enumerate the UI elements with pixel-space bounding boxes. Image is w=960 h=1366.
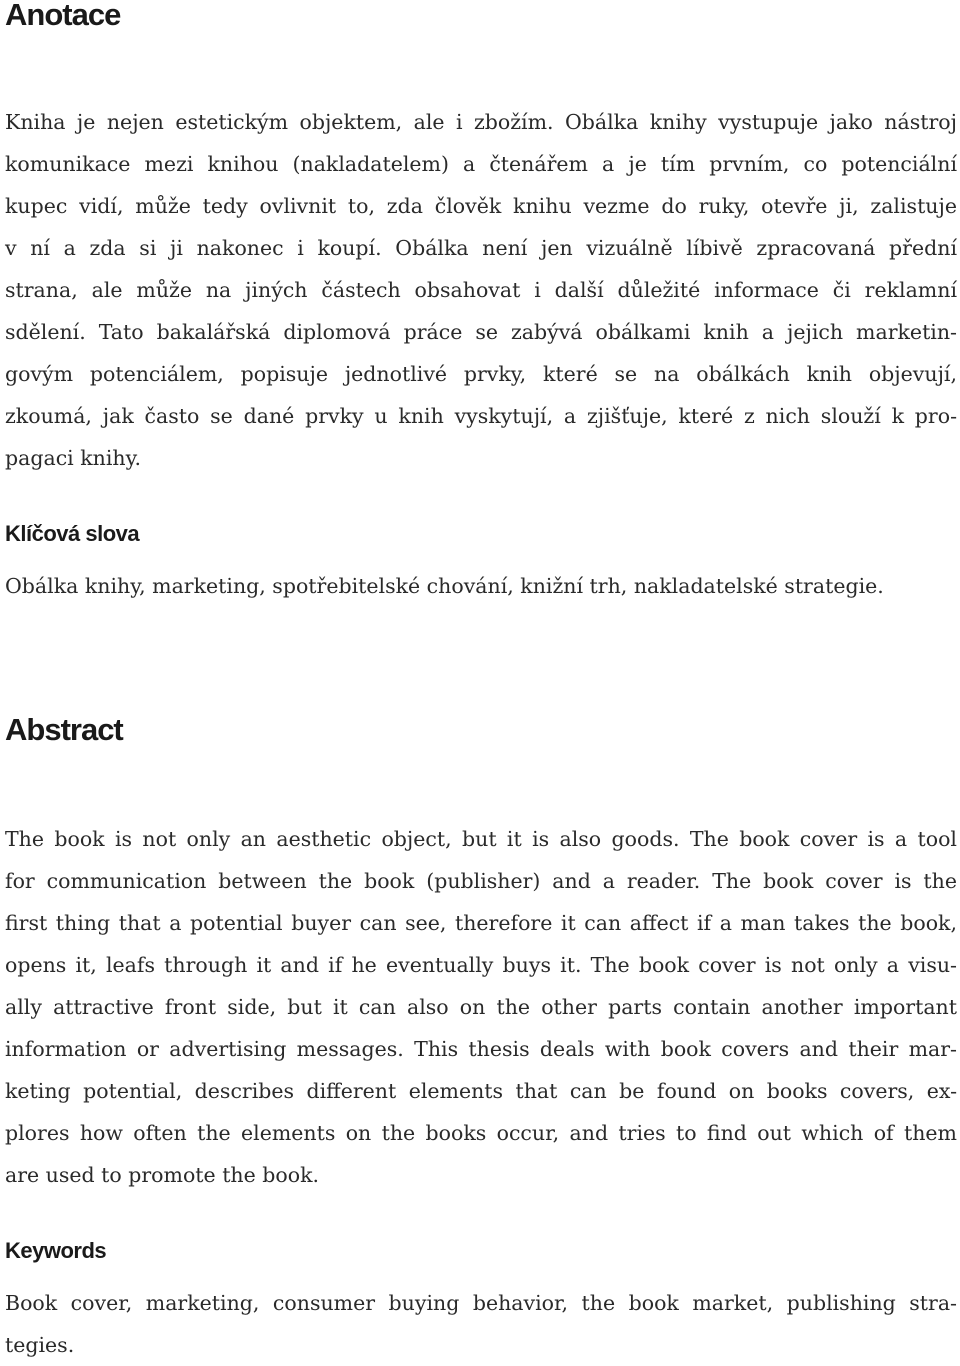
text-line: komunikace mezi knihou (nakladatelem) a čtenářem a je tím prvním, co potenciální bbox=[5, 152, 957, 176]
text-line: for communication between the book (publisher) and a reader. The book cover is the bbox=[5, 869, 957, 893]
keywords-paragraph bbox=[5, 1282, 957, 1366]
text-line: sdělení. Tato bakalářská diplomová práce se zabývá obálkami knih a jejich marketin- bbox=[5, 320, 957, 344]
text-line: pagaci knihy. bbox=[5, 446, 142, 470]
anotace-heading: Anotace bbox=[5, 0, 121, 32]
text-line: keting potential, describes different elements that can be found on books covers, ex- bbox=[5, 1079, 957, 1103]
text-line: first thing that a potential buyer can see, therefore it can affect if a man takes the book, bbox=[5, 911, 957, 935]
text-line: strana, ale může na jiných částech obsahovat i další důležité informace či reklamní bbox=[5, 278, 957, 302]
text-line: information or advertising messages. This thesis deals with book covers and their mar- bbox=[5, 1037, 957, 1061]
abstract-paragraph bbox=[5, 818, 957, 1196]
text-line: govým potenciálem, popisuje jednotlivé prvky, které se na obálkách knih objevují, bbox=[5, 362, 957, 386]
text-line: tegies. bbox=[5, 1333, 75, 1357]
text-line: Kniha je nejen estetickým objektem, ale i zbožím. Obálka knihy vystupuje jako nástroj bbox=[5, 110, 957, 134]
text-line: Book cover, marketing, consumer buying behavior, the book market, publishing stra- bbox=[5, 1291, 957, 1315]
text-line: v ní a zda si ji nakonec i koupí. Obálka není jen vizuálně líbivě zpracovaná přední bbox=[5, 236, 957, 260]
klicova-slova-heading: Klíčová slova bbox=[5, 521, 140, 546]
text-line: plores how often the elements on the books occur, and tries to find out which of them bbox=[5, 1121, 957, 1145]
text-line: The book is not only an aesthetic object, but it is also goods. The book cover is a tool bbox=[5, 827, 957, 851]
klicova-slova-paragraph bbox=[5, 565, 957, 607]
text-line: zkoumá, jak často se dané prvky u knih vyskytují, a zjišťuje, které z nich slouží k pro- bbox=[5, 404, 957, 428]
text-line: opens it, leafs through it and if he eventually buys it. The book cover is not only a visu- bbox=[5, 953, 957, 977]
text-line: ally attractive front side, but it can also on the other parts contain another important bbox=[5, 995, 957, 1019]
text-line: are used to promote the book. bbox=[5, 1163, 320, 1187]
anotace-paragraph bbox=[5, 101, 957, 479]
text-line: kupec vidí, může tedy ovlivnit to, zda člověk knihu vezme do ruky, otevře ji, zalistuje bbox=[5, 194, 957, 218]
keywords-heading: Keywords bbox=[5, 1238, 107, 1263]
text-line: Obálka knihy, marketing, spotřebitelské chování, knižní trh, nakladatelské strategie. bbox=[5, 574, 884, 598]
abstract-heading: Abstract bbox=[5, 712, 123, 747]
